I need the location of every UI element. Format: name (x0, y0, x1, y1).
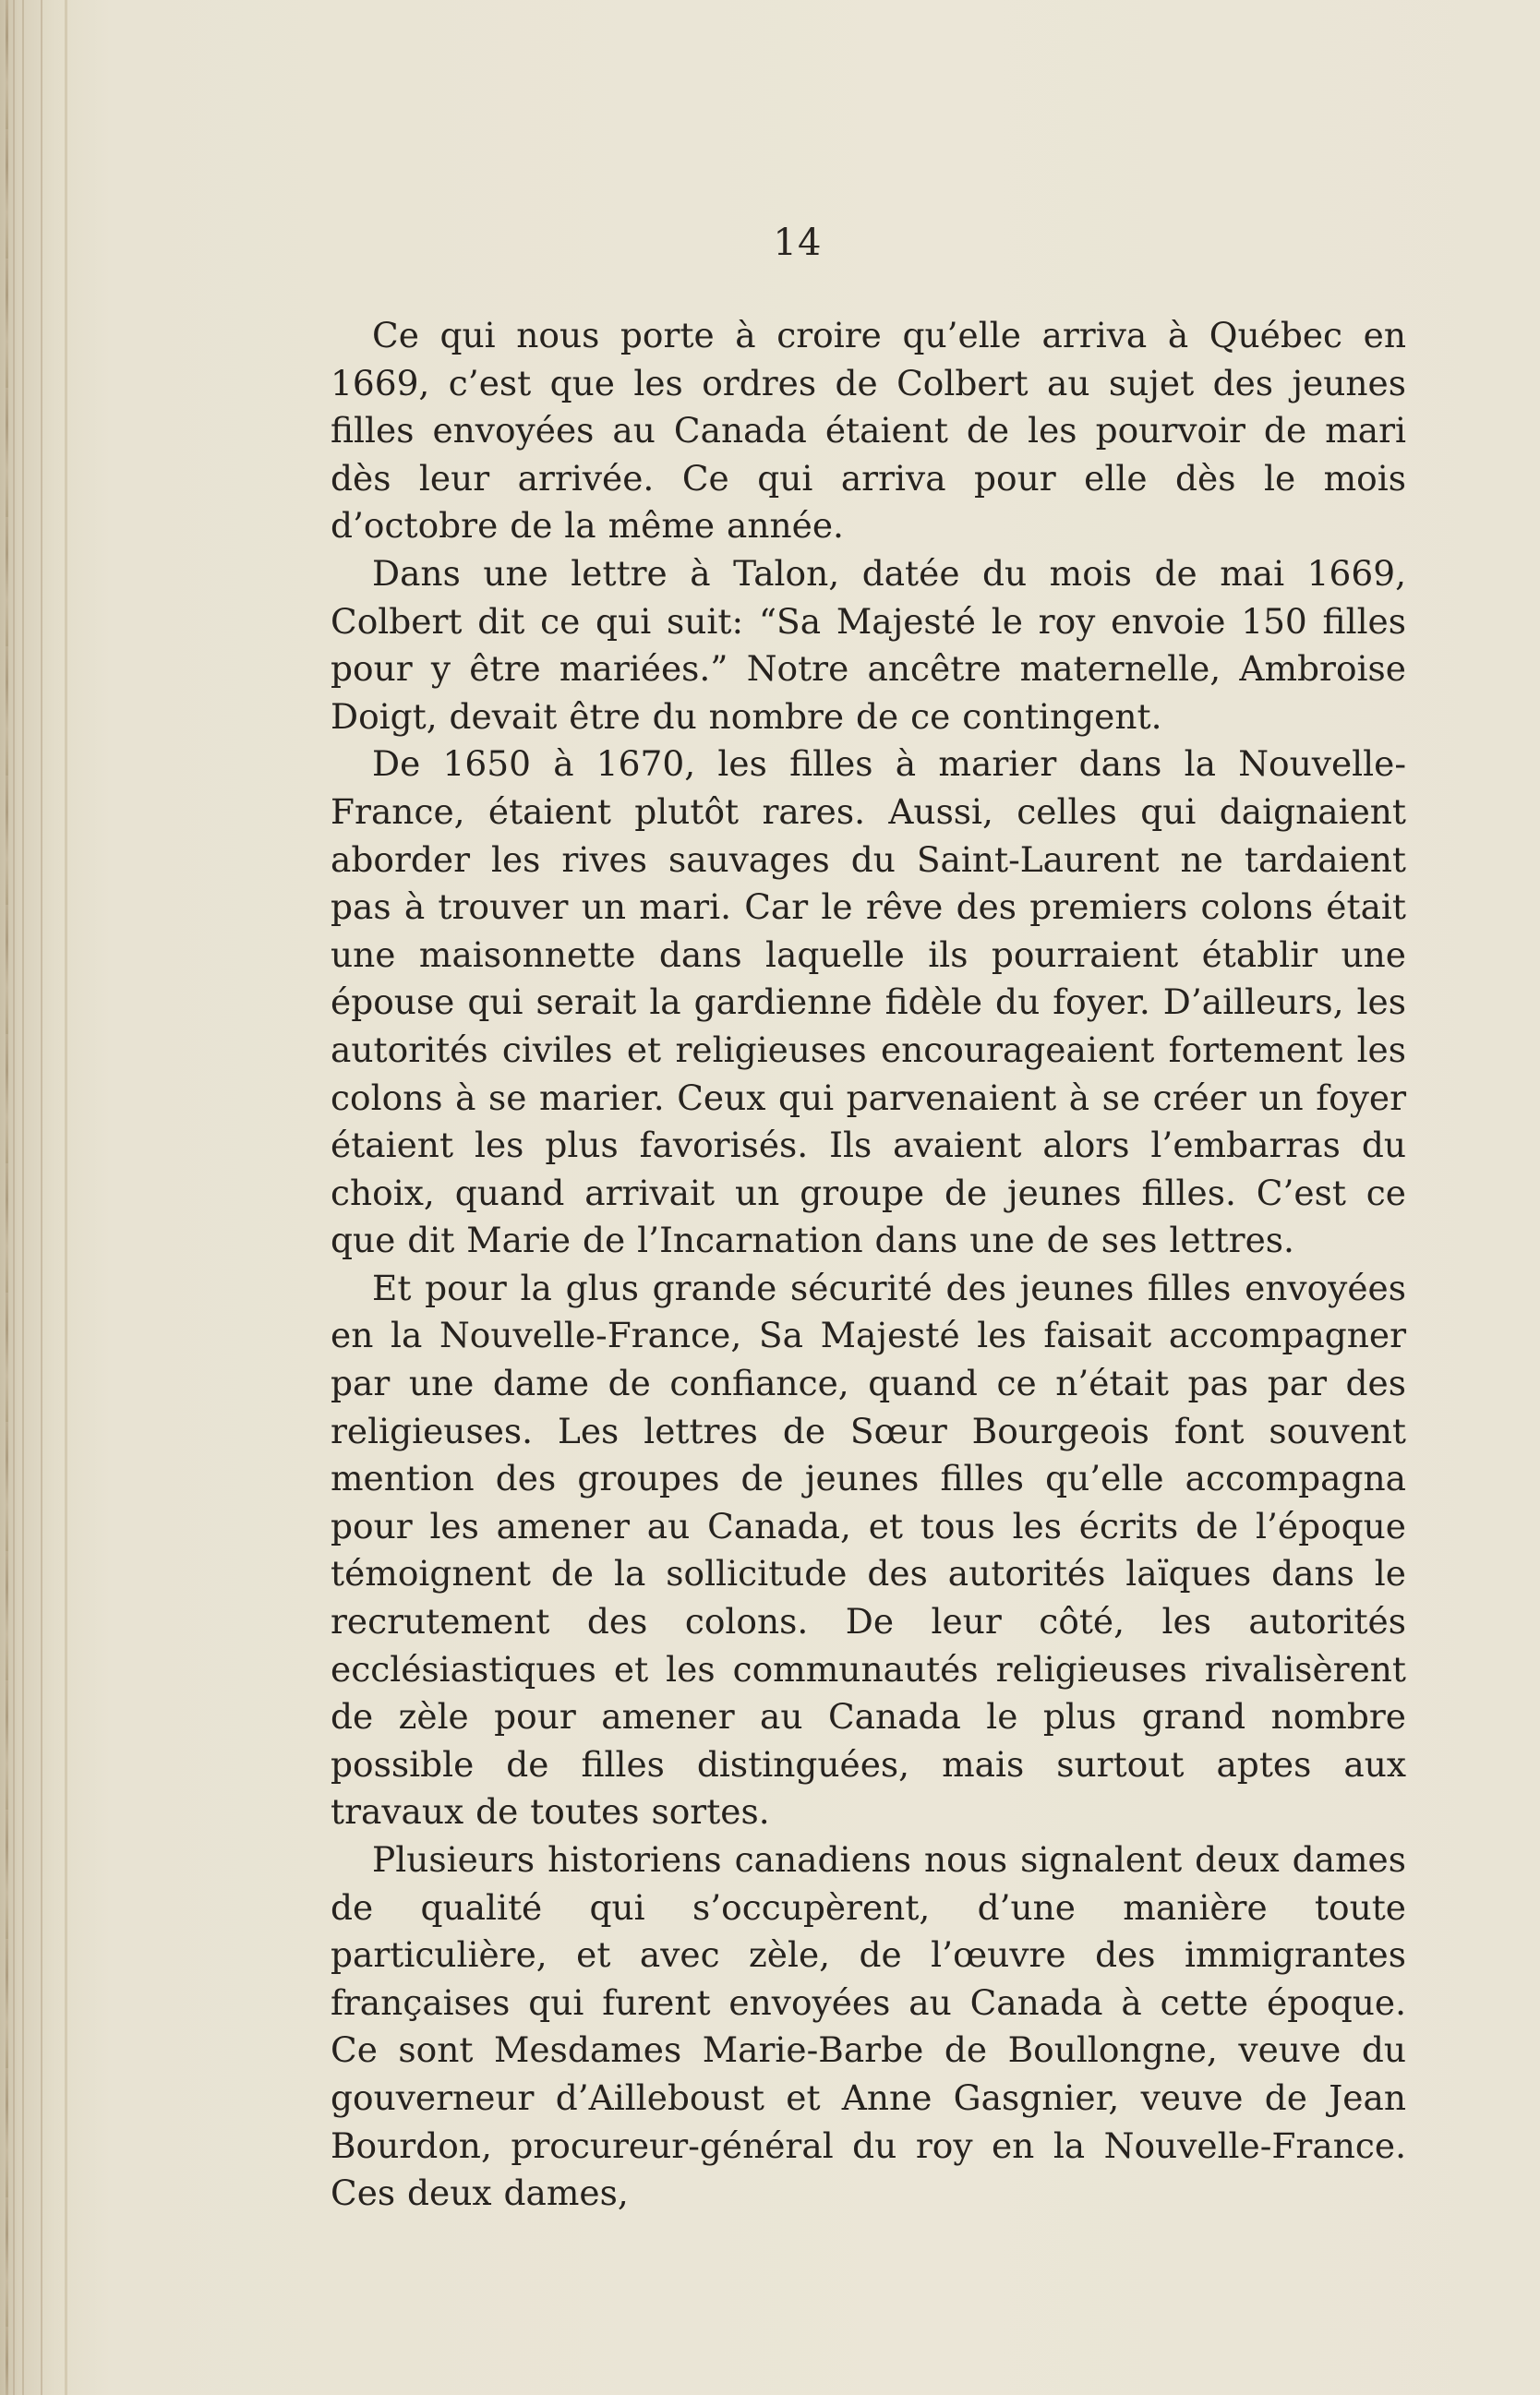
paragraph-2: Dans une lettre à Talon, datée du mois de mai 1669, Colbert dit ce qui suit: “Sa Majesté le roy envoie 150 filles pour y être mariées.” Notre ancêtre maternelle, Ambroise Doigt, devait être du nombre de ce contingent. (331, 552, 1406, 737)
page-edge-line (41, 0, 42, 2395)
page-edge-line (22, 0, 24, 2395)
body-text (331, 312, 1406, 2218)
paragraph-5: Plusieurs historiens canadiens nous signalent deux dames de qualité qui s’occupèrent, d’une manière toute particulière, et avec zèle, de l’œuvre des immigrantes françaises qui furent envoyées au Canada à cette époque. Ce sont Mesdames Marie-Barbe de Boullongne, veuve du gouverneur d’Ailleboust et Anne Gasgnier, veuve de Jean Bourdon, procureur-général du roy en la Nouvelle-France. Ces deux dames, (331, 1839, 1406, 2214)
paragraph-1: Ce qui nous porte à croire qu’elle arriva à Québec en 1669, c’est que les ordres de Colbert au sujet des jeunes filles envoyées au Canada étaient de les pourvoir de mari dès leur arrivée. Ce qui arriva pour elle dès le mois d’octobre de la même année. (331, 315, 1406, 547)
paragraph-4: Et pour la glus grande sécurité des jeunes filles envoyées en la Nouvelle-France, Sa Majesté les faisait accompagner par une dame de confiance, quand ce n’était pas par des religieuses. Les lettres de Sœur Bourgeois font souvent mention des groupes de jeunes filles qu’elle accompagna pour les amener au Canada, et tous les écrits de l’époque témoignent de la sollicitude des autorités laïques dans le recrutement des colons. De leur côté, les autorités ecclésiastiques et les communautés religieuses rivalisèrent de zèle pour amener au Canada le plus grand nombre possible de filles distinguées, mais surtout aptes aux travaux de toutes sortes. (331, 1267, 1406, 1833)
page-edge-line (13, 0, 15, 2395)
paragraph-3: De 1650 à 1670, les filles à marier dans la Nouvelle-France, étaient plutôt rares. Aussi, celles qui daignaient aborder les rives sauvages du Saint-Laurent ne tardaient pas à trouver un mari. Car le rêve des premiers colons était une maisonnette dans laquelle ils pourraient établir une épouse qui serait la gardienne fidèle du foyer. D’ailleurs, les autorités civiles et religieuses encourageaient fortement les colons à se marier. Ceux qui parvenaient à se créer un foyer étaient les plus favorisés. Ils avaient alors l’embarras du choix, quand arrivait un groupe de jeunes filles. C’est ce que dit Marie de l’Incarnation dans une de ses lettres. (331, 743, 1406, 1261)
page-number: 14 (773, 222, 823, 264)
